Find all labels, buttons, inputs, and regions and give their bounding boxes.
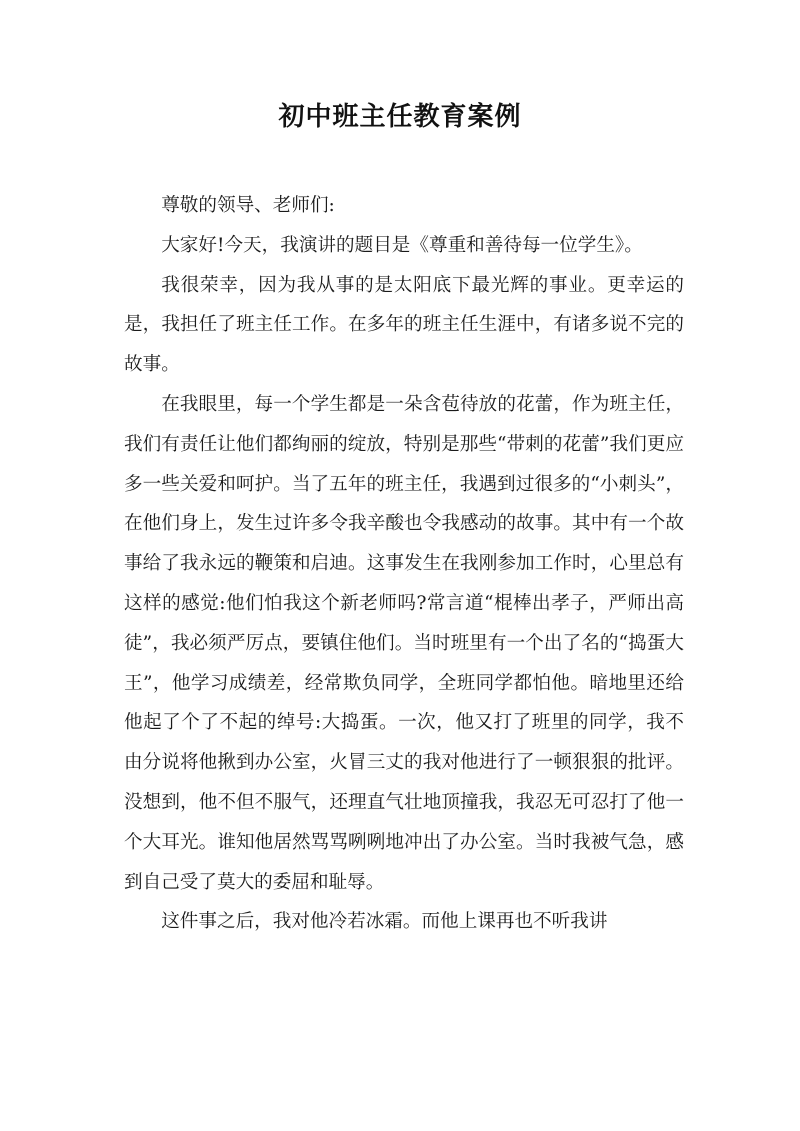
document-body: [124, 186, 684, 942]
salutation-paragraph: 尊敬的领导、老师们:: [161, 195, 335, 216]
body-paragraph-4: 这件事之后，我对他冷若冰霜。而他上课再也不听我讲: [161, 911, 608, 933]
body-paragraph-1: 大家好!今天，我演讲的题目是《尊重和善待每一位学生》。: [161, 234, 643, 256]
document-title: 初中班主任教育案例: [278, 102, 522, 132]
body-paragraph-2: 我很荣幸，因为我从事的是太阳底下最光辉的事业。更幸运的是，我担任了班主任工作。在多年的班主任生涯中，有诸多说不完的故事。: [124, 274, 684, 376]
body-paragraph-3: 在我眼里，每一个学生都是一朵含苞待放的花蕾，作为班主任，我们有责任让他们都绚丽的绽放，特别是那些“带刺的花蕾”我们更应多一些关爱和呵护。当了五年的班主任，我遇到过很多的“小刺头”，在他们身上，发生过许多令我辛酸也令我感动的故事。其中有一个故事给了我永远的鞭策和启迪。这事发生在我刚参加工作时，心里总有这样的感觉:他们怕我这个新老师吗?常言道“棍棒出孝子，严师出高徒”，我必须严厉点，要镇住他们。当时班里有一个出了名的“捣蛋大王”，他学习成绩差，经常欺负同学，全班同学都怕他。暗地里还给他起了个了不起的绰号:大捣蛋。一次，他又打了班里的同学，我不由分说将他揪到办公室，火冒三丈的我对他进行了一顿狠狠的批评。没想到，他不但不服气，还理直气壮地顶撞我，我忍无可忍打了他一个大耳光。谁知他居然骂骂咧咧地冲出了办公室。当时我被气急，感到自己受了莫大的委屈和耻辱。: [124, 393, 684, 893]
